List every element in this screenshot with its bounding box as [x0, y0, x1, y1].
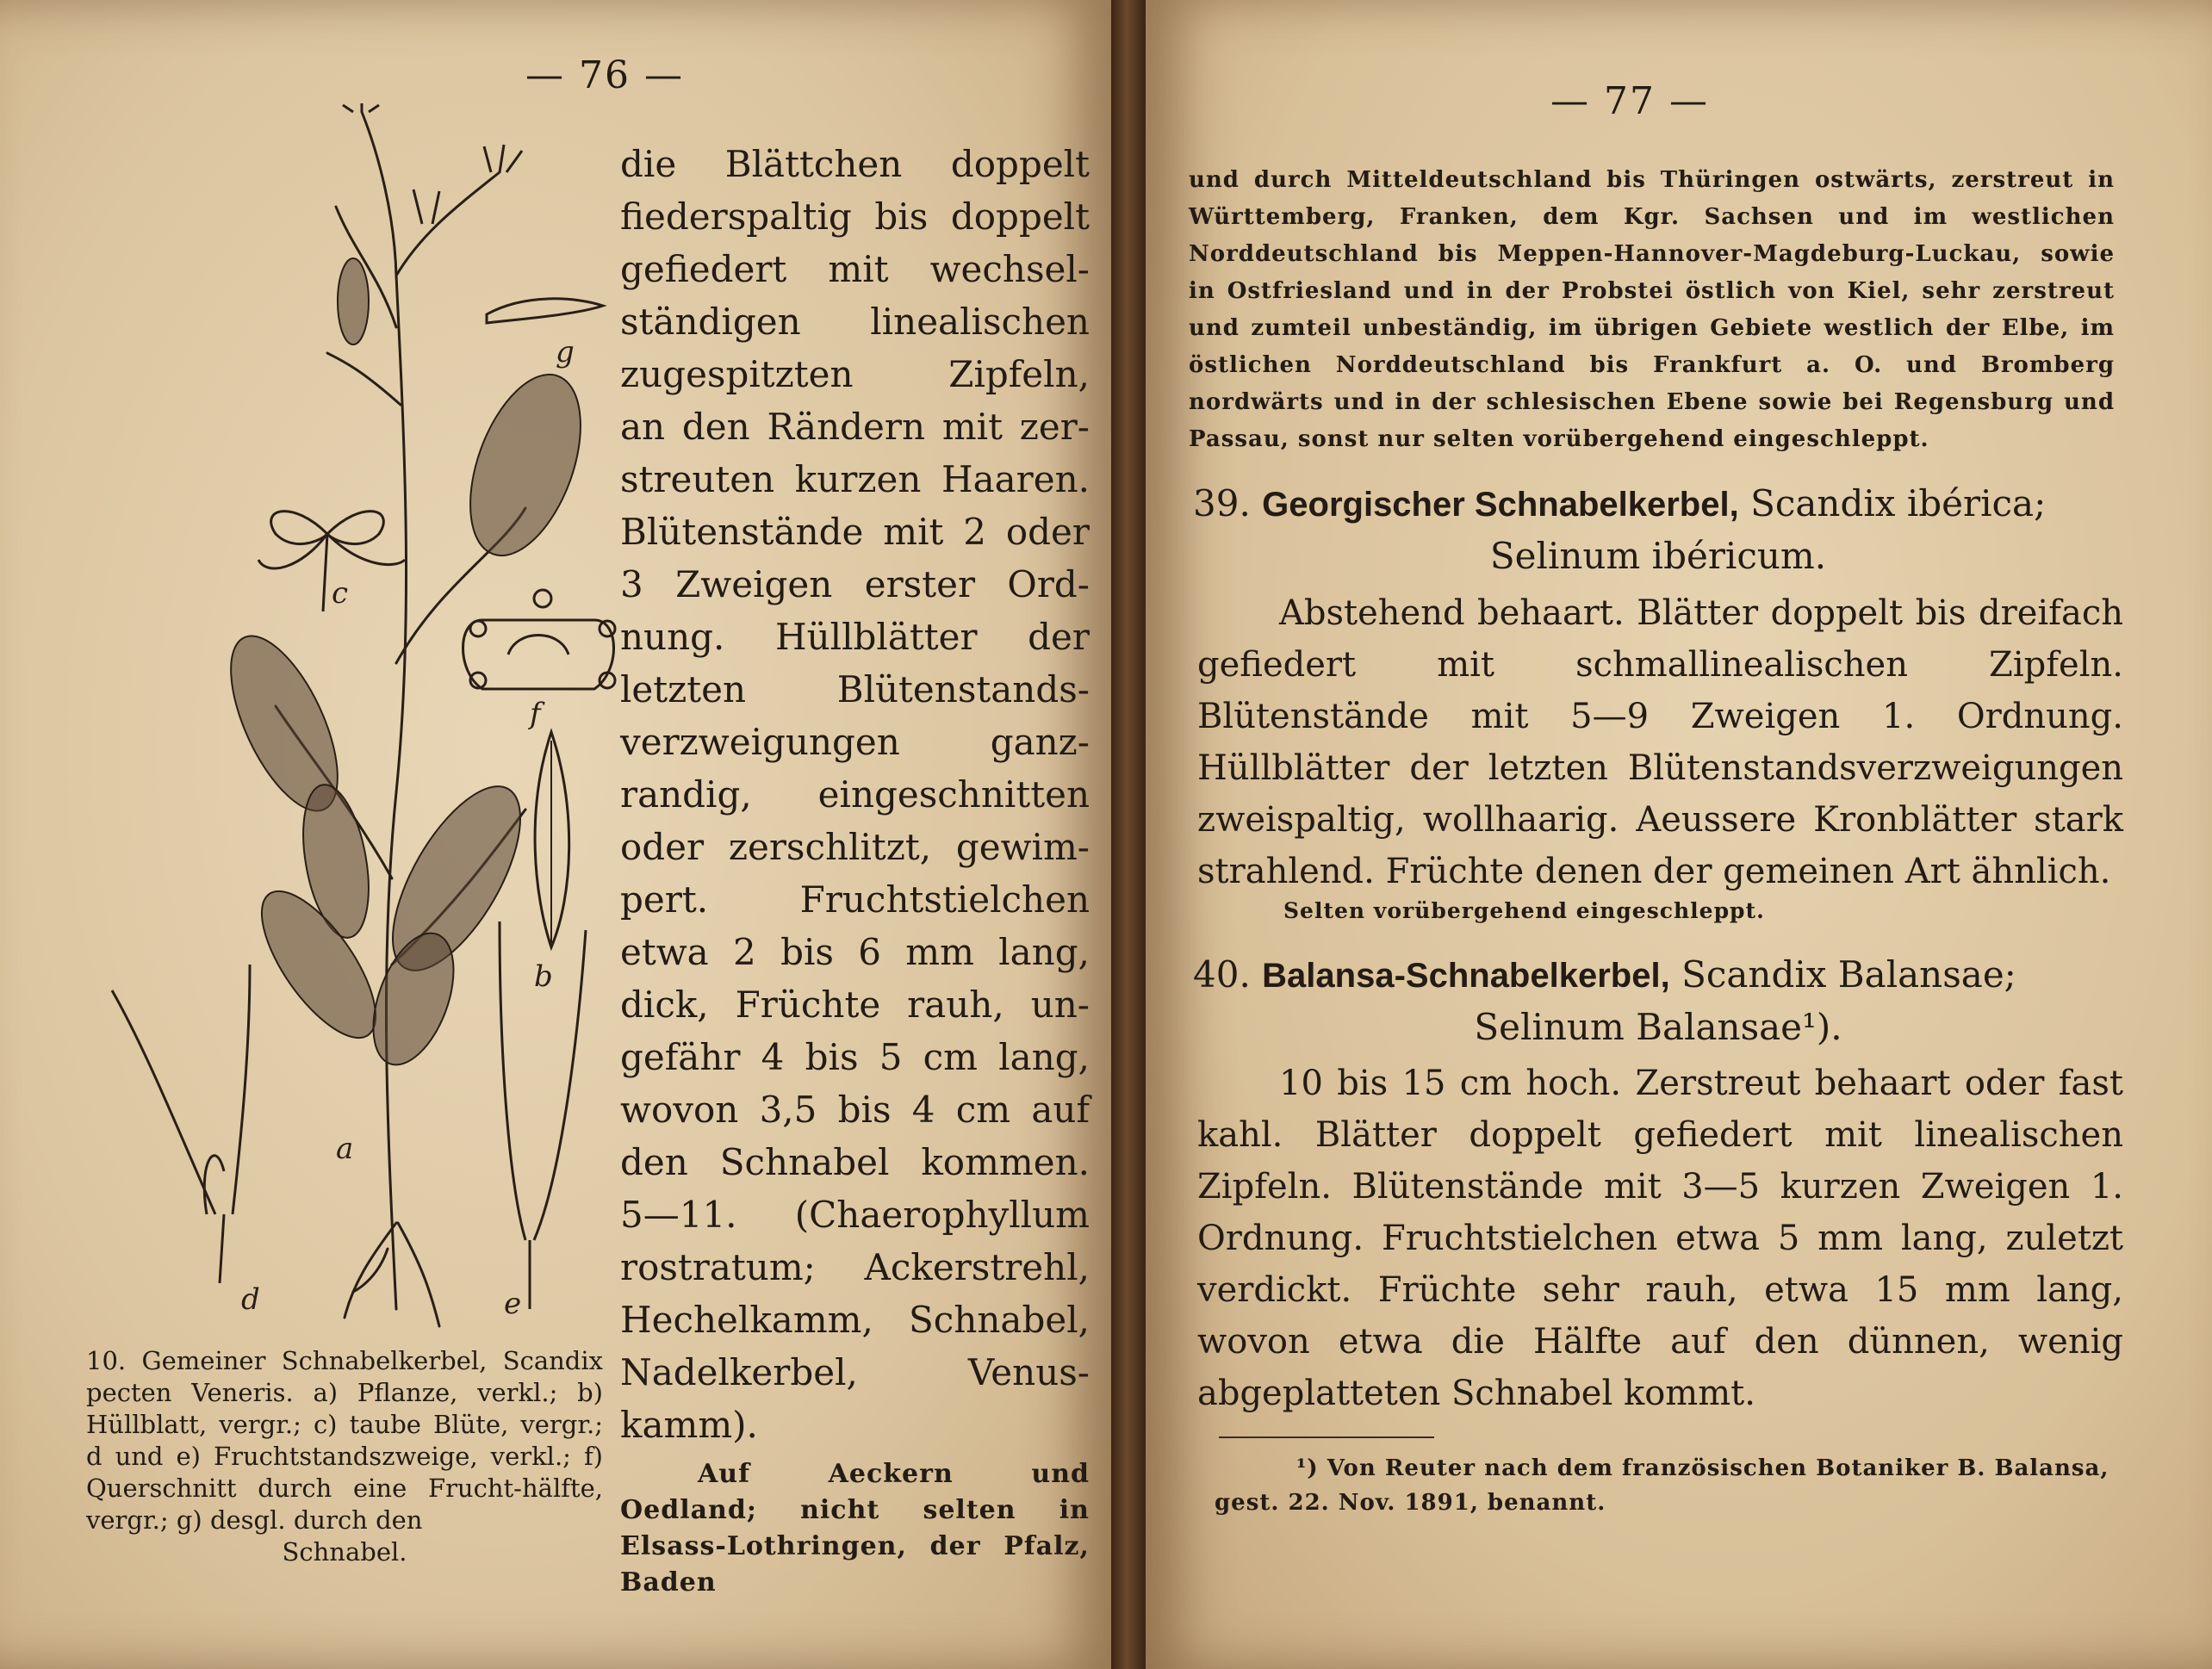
leaf-cluster: [338, 258, 369, 344]
description-line: pert. Fruchtstielchen: [620, 878, 1090, 921]
description-line: dick, Früchte rauh, un-: [620, 983, 1090, 1026]
leaf-cluster: [449, 360, 603, 570]
entry-40-name: Balansa-Schnabelkerbel,: [1262, 957, 1670, 995]
description-line: letzten Blütenstands-: [620, 668, 1090, 710]
page-number-right: — 77 —: [1550, 79, 1709, 123]
entry-39-note: Selten vorübergehend eingeschleppt.: [1283, 898, 1765, 923]
entry-40-heading: [1193, 949, 2123, 1053]
description-line: Blütenstände mit 2 oder: [620, 511, 1090, 553]
description-line: zugespitzten Zipfeln,: [620, 353, 1090, 395]
entry-39-latin: Scandix ibérica;: [1750, 482, 2047, 524]
description-line: etwa 2 bis 6 mm lang,: [620, 931, 1090, 973]
entry-40-synonym: Selinum Balansae¹).: [1474, 1006, 1842, 1048]
description-line: den Schnabel kommen.: [620, 1141, 1090, 1183]
description-line: streuten kurzen Haaren.: [620, 458, 1090, 500]
figure-f: [463, 590, 616, 689]
description-line: 3 Zweigen erster Ord-: [620, 563, 1090, 605]
description-line: fiederspaltig bis doppelt: [620, 195, 1090, 238]
description-line: randig, eingeschnitten: [620, 773, 1090, 816]
description-line: oder zerschlitzt, gewim-: [620, 826, 1090, 868]
description-line: 5—11. (Chaerophyllum: [620, 1194, 1090, 1236]
label-a: a: [336, 1132, 354, 1166]
page-number-left: — 76 —: [525, 53, 684, 97]
entry-39-name: Georgischer Schnabelkerbel,: [1262, 486, 1739, 524]
label-e: e: [504, 1287, 522, 1321]
label-b: b: [534, 959, 553, 994]
entry-39-synonym: Selinum ibéricum.: [1489, 535, 1827, 577]
description-line: verzweigungen ganz-: [620, 721, 1090, 763]
description-lines: [620, 138, 1090, 1451]
figure-caption: [86, 1345, 603, 1568]
entry-39-number: 39.: [1193, 482, 1251, 524]
entry-40-text: 10 bis 15 cm hoch. Zerstreut behaart oder fast kahl. Blätter doppelt gefiedert mit linealischen Zipfeln. Blütenstände mit 3—5 kurzen Zweigen 1. Ordnung. Fruchtstielchen etwa 5 mm lang, zuletzt verdickt. Früchte sehr rauh, etwa 15 mm lang, wovon etwa die Hälfte auf den dünnen, wenig abgeplatteten Schnabel kommt.: [1197, 1064, 2123, 1413]
description-line: ständigen linealischen: [620, 301, 1090, 343]
caption-text: 10. Gemeiner Schnabelkerbel, Scandix pecten Veneris. a) Pflanze, verkl.; b) Hüllblatt, vergr.; c) taube Blüte, vergr.; d und e) Fruchtstandszweige, verkl.; f) Querschnitt durch eine Frucht-hälfte, vergr.; g) desgl. durch den: [86, 1346, 603, 1535]
footnote: ¹) Von Reuter nach dem französischen Botaniker B. Balansa, gest. 22. Nov. 1891, benannt.: [1215, 1455, 2109, 1516]
figure-d: [112, 965, 250, 1283]
plant-illustration: [95, 103, 620, 1343]
book-gutter: [1111, 0, 1146, 1669]
description-line: die Blättchen doppelt: [620, 143, 1090, 185]
caption-last-line: Schnabel.: [282, 1537, 407, 1567]
footnote-rule: [1219, 1436, 1434, 1438]
label-g: g: [556, 335, 575, 369]
figure-g: [487, 299, 603, 323]
label-c: c: [332, 576, 349, 611]
entry-39-text: Abstehend behaart. Blätter doppelt bis dreifach gefiedert mit schmallinealischen Zipfeln. Blütenstände mit 5—9 Zweigen 1. Ordnung. Hüllblätter der letzten Blütenstandsverzweigungen zweispaltig, wollhaarig. Aeussere Kronblätter stark strahlend. Früchte denen der gemeinen Art ähnlich.: [1197, 593, 2123, 891]
description-line: kamm).: [620, 1404, 758, 1446]
description-line: gefiedert mit wechsel-: [620, 248, 1090, 290]
description-line: nung. Hüllblätter der: [620, 616, 1090, 658]
species-description-column: [620, 138, 1090, 1601]
distribution-continuation: und durch Mitteldeutschland bis Thüringen ostwärts, zerstreut in Württemberg, Franken, dem Kgr. Sachsen und im westlichen Norddeutschland bis Meppen-Hannover-Magdeburg-Luckau, sowie in Ostfriesland und in der Probstei östlich von Kiel, sehr zerstreut und zumteil unbeständig, im übrigen Gebiete westlich der Elbe, im östlichen Norddeutschland bis Frankfurt a. O. und Bromberg nordwärts und in der schlesischen Ebene sowie bei Regensburg und Passau, sonst nur selten vorübergehend eingeschleppt.: [1189, 167, 2115, 452]
description-line: Hechelkamm, Schnabel,: [620, 1299, 1090, 1341]
description-line: rostratum; Ackerstrehl,: [620, 1246, 1090, 1288]
label-d: d: [241, 1282, 260, 1317]
description-line: wovon 3,5 bis 4 cm auf: [620, 1089, 1090, 1131]
description-line: gefähr 4 bis 5 cm lang,: [620, 1036, 1090, 1078]
distribution-note: Auf Aeckern und Oedland; nicht selten in Elsass-Lothringen, der Pfalz, Baden: [620, 1459, 1090, 1598]
entry-40-number: 40.: [1193, 953, 1251, 996]
entry-39-heading: [1193, 478, 2123, 582]
description-line: Nadelkerbel, Venus-: [620, 1351, 1090, 1393]
description-line: an den Rändern mit zer-: [620, 406, 1090, 448]
entry-40-latin: Scandix Balansae;: [1681, 953, 2016, 996]
label-f: f: [530, 697, 541, 731]
